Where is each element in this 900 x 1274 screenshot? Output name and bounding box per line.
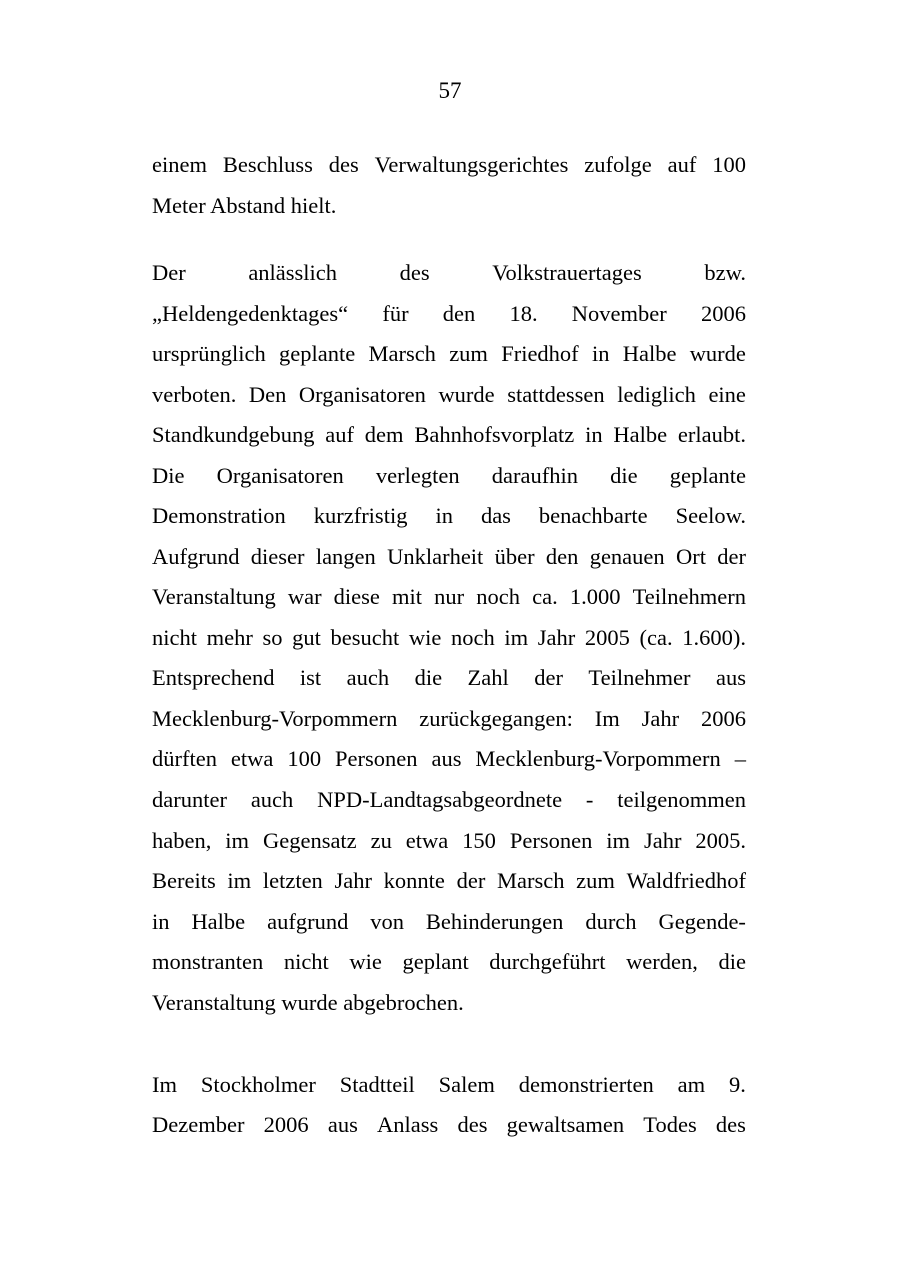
word: Jahr [334,868,372,893]
text-line [152,1110,746,1140]
word: Friedhof [501,341,579,366]
word: besucht [330,625,400,650]
word: letzten [262,868,323,893]
word: Zahl [467,665,509,690]
word: in [585,422,603,447]
word: ist [299,665,322,690]
word: genauen [589,544,665,569]
word: 100 [712,152,746,177]
word: gut [292,625,321,650]
word: Veranstaltung [152,584,276,609]
word: Im [152,1072,177,1097]
word: Bereits [152,868,216,893]
word: am [677,1072,706,1097]
word: zufolge [584,152,652,177]
word: monstranten [152,949,264,974]
word: Unklarheit [387,544,484,569]
text-line [152,947,746,977]
word: kurzfristig [313,503,408,528]
word: Marsch [368,341,436,366]
word: eine [708,382,746,407]
text-line [152,1070,746,1100]
word: – [734,746,746,771]
word: wie [408,625,442,650]
word: demonstrierten [518,1072,654,1097]
word: haben, [152,828,212,853]
word: langen [315,544,376,569]
word: Gegensatz [262,828,357,853]
word: 150 [462,828,496,853]
word: dem [364,422,404,447]
word: den [442,301,476,326]
word: Teilnehmer [588,665,691,690]
word: Personen [509,828,593,853]
word: Gegende- [658,909,746,934]
word: Anlass [377,1112,439,1137]
word: bzw. [704,260,746,285]
word: Verwaltungsgerichtes [374,152,569,177]
word: stattdessen [507,382,605,407]
word: Aufgrund [152,544,240,569]
word: 1.000 [569,584,621,609]
word: geplante [278,341,356,366]
text-line [152,744,746,774]
word: wurde [438,382,495,407]
word: in [591,341,610,366]
word: Behinderungen [425,909,564,934]
word: 2005. [695,828,746,853]
word: wie [349,949,382,974]
word: mehr [206,625,253,650]
word: ursprünglich [152,341,266,366]
word: zurückgegangen: [419,706,573,731]
word: Demonstration [152,503,286,528]
text-line [152,907,746,937]
text-line [152,461,746,491]
word: der [456,868,486,893]
word: Mecklenburg-Vorpommern [475,746,721,771]
word: aufgrund [267,909,349,934]
word: lediglich [617,382,696,407]
word: des [715,1112,746,1137]
word: 2006 [700,301,746,326]
word: Personen [335,746,418,771]
word: benachbarte [538,503,648,528]
word: konnte [383,868,445,893]
word: verboten. [152,382,237,407]
text-line [152,339,746,369]
word: Mecklenburg-Vorpommern [152,706,398,731]
word: November [571,301,667,326]
text-line [152,258,746,288]
word: Ort [675,544,706,569]
word: auf [667,152,697,177]
word: Bahnhofsvorplatz [414,422,575,447]
word: Halbe [191,909,246,934]
text-line [152,785,746,815]
word: aus [431,746,462,771]
word: Entsprechend [152,665,275,690]
text-line [152,582,746,612]
word: durchgeführt [489,949,606,974]
word: gewaltsamen [506,1112,625,1137]
word: aus [716,665,746,690]
word: einem [152,152,207,177]
word: wurde [689,341,746,366]
word: Dezember [152,1112,245,1137]
word: Die [152,463,185,488]
text-line [152,826,746,856]
text-line [152,663,746,693]
text-line: Meter Abstand hielt. [152,193,337,218]
word: des [399,260,430,285]
word: nur [434,584,465,609]
word: Organisatoren [298,382,426,407]
text-line [152,420,746,450]
word: die [718,949,746,974]
word: 100 [287,746,322,771]
text-line: Veranstaltung wurde abgebrochen. [152,990,464,1015]
word: Standkundgebung [152,422,315,447]
word: aus [327,1112,358,1137]
word: für [382,301,409,326]
word: anlässlich [248,260,338,285]
text-line [152,501,746,531]
word: diese [333,584,380,609]
word: Waldfriedhof [626,868,746,893]
word: Halbe [622,341,677,366]
word: „Heldengedenktages“ [152,301,349,326]
word: Volkstrauertages [492,260,642,285]
word: der [534,665,563,690]
word: NPD-Landtagsabgeordnete [317,787,563,812]
word: durch [585,909,637,934]
word: 18. [509,301,538,326]
word: Jahr [537,625,576,650]
word: Organisatoren [216,463,344,488]
text-line [152,150,746,180]
word: dieser [250,544,305,569]
word: Beschluss [222,152,313,177]
text-line [152,866,746,896]
word: auch [346,665,390,690]
word: Halbe [613,422,668,447]
word: in [152,909,170,934]
word: auch [250,787,294,812]
word: im [606,828,631,853]
word: Im [594,706,620,731]
word: Seelow. [675,503,746,528]
text-line [152,623,746,653]
word: mit [392,584,423,609]
text-line [152,299,746,329]
word: des [328,152,359,177]
word: Jahr [643,828,682,853]
word: Der [152,260,186,285]
word: (ca. [639,625,673,650]
word: 2005 [584,625,630,650]
word: auf [325,422,355,447]
word: Jahr [641,706,680,731]
word: erlaubt. [677,422,746,447]
text-line [152,542,746,572]
word: des [457,1112,488,1137]
word: dürften [152,746,217,771]
word: geplante [669,463,746,488]
word: Salem [438,1072,495,1097]
word: die [414,665,443,690]
word: etwa [230,746,274,771]
word: werden, [626,949,698,974]
word: die [610,463,638,488]
word: Stockholmer [200,1072,316,1097]
word: - [585,787,594,812]
word: im [227,868,252,893]
word: darunter [152,787,227,812]
word: Teilnehmern [632,584,746,609]
word: im [225,828,250,853]
page-number: 57 [438,78,462,103]
word: über [494,544,535,569]
word: ca. [532,584,558,609]
word: zu [370,828,392,853]
word: Den [248,382,287,407]
word: 1.600). [682,625,746,650]
word: 2006 [263,1112,309,1137]
word: nicht [283,949,329,974]
word: zum [449,341,488,366]
word: der [717,544,746,569]
word: etwa [405,828,449,853]
word: Marsch [496,868,565,893]
word: Stadtteil [339,1072,415,1097]
word: geplant [402,949,469,974]
word: Todes [643,1112,697,1137]
word: verlegten [375,463,460,488]
word: im [504,625,529,650]
word: so [262,625,283,650]
word: war [287,584,322,609]
word: noch [451,625,495,650]
word: zum [576,868,615,893]
word: in [435,503,453,528]
word: nicht [152,625,197,650]
word: 9. [729,1072,746,1097]
word: 2006 [701,706,746,731]
word: das [480,503,511,528]
text-line [152,380,746,410]
word: noch [476,584,520,609]
word: teilgenommen [617,787,746,812]
text-line [152,704,746,734]
word: daraufhin [491,463,578,488]
word: den [545,544,579,569]
word: von [370,909,404,934]
